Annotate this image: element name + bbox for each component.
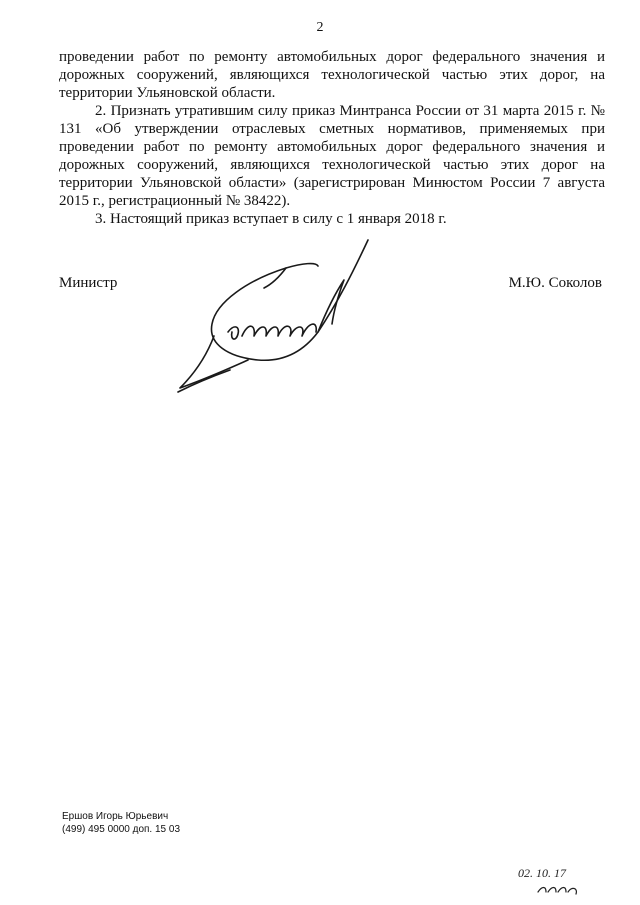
signatory-name: М.Ю. Соколов <box>508 275 602 291</box>
handwritten-date-note <box>516 862 606 902</box>
contact-block <box>62 810 180 836</box>
contact-name: Ершов Игорь Юрьевич <box>62 811 169 822</box>
contact-phone: (499) 495 0000 доп. 15 03 <box>62 824 181 835</box>
handwritten-signature <box>168 232 398 402</box>
paragraph-item-2: 2. Признать утратившим силу приказ Минтранса России от 31 марта 2015 г. № 131 «Об утверждении отраслевых сметных нормативов, применяемых при проведении работ по ремонту автомобильных дорог федерального значения и дорожных сооружений, являющихся технологической частью этих дорог на территории Ульяновской области» (зарегистрирован Минюстом России 7 августа 2015 г., регистрационный № 38422). <box>59 103 605 209</box>
document-body <box>59 48 605 228</box>
signatory-role: Министр <box>59 275 118 291</box>
paragraph-item-3: 3. Настоящий приказ вступает в силу с 1 января 2018 г. <box>95 211 447 227</box>
paragraph-continuation: проведении работ по ремонту автомобильных дорог федерального значения и дорожных сооружений, являющихся технологической частью этих дорог, на территории Ульяновской области. <box>59 49 605 101</box>
page-number: 2 <box>316 20 324 35</box>
handwritten-date: 02. 10. 17 <box>518 866 566 880</box>
